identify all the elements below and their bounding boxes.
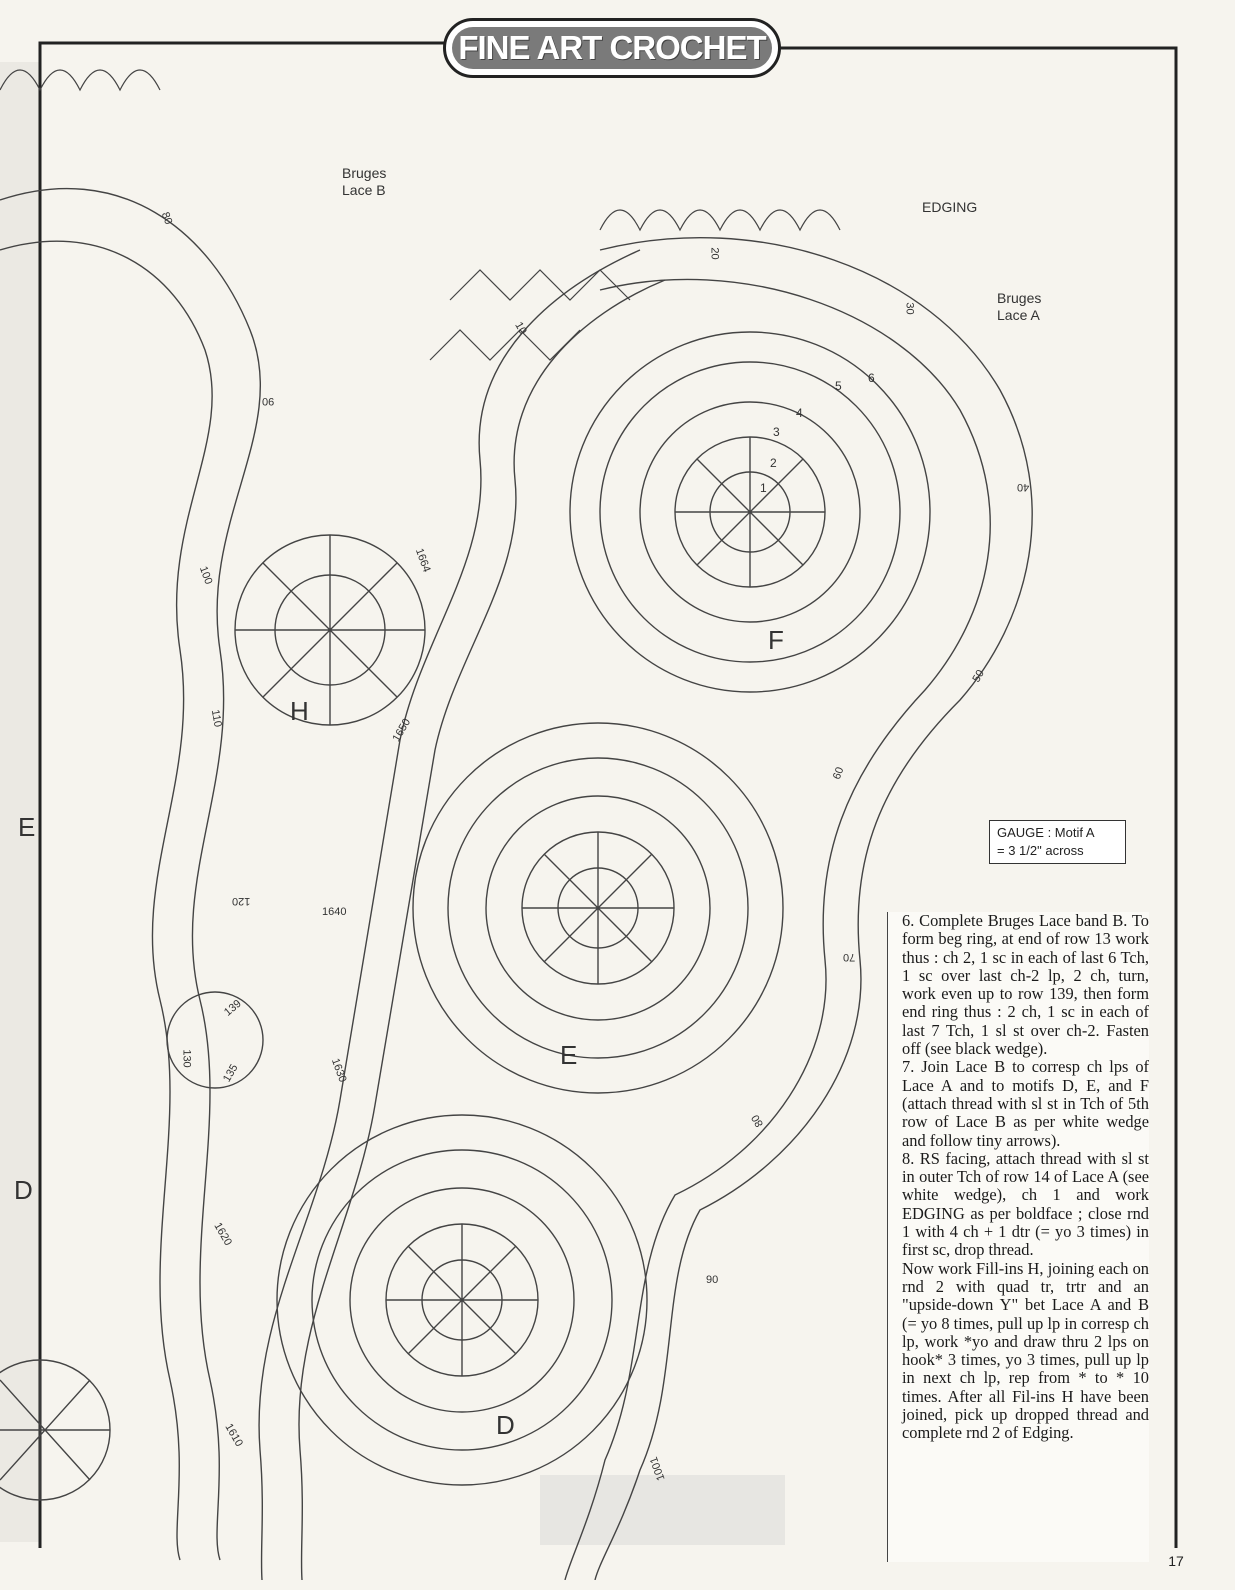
motif-letter-h: H <box>290 696 309 726</box>
instruction-step-7: 7. Join Lace B to corresp ch lps of Lace A and to motifs D, E, and F (attach thread with sl st in Tch of 5th row of Lace B as per white wedge and follow tiny arrows). <box>902 1057 1149 1150</box>
motif-letter-d-left: D <box>14 1175 33 1205</box>
row-number: 50 <box>970 667 987 685</box>
row-number: 80 <box>749 1112 766 1130</box>
row-number: 100 <box>196 564 215 587</box>
row-number: 10 <box>512 319 529 337</box>
row-number: 60 <box>830 765 847 782</box>
label-bruges-lace-a-line2: Lace A <box>997 307 1040 323</box>
round-number: 2 <box>770 456 777 470</box>
motif-d-diagram <box>277 1115 647 1485</box>
label-bruges-lace-a <box>997 290 1041 324</box>
row-number: 80 <box>158 210 175 227</box>
motif-letter-e-left: E <box>18 812 36 842</box>
round-number: 6 <box>868 371 875 385</box>
motif-letter-e: E <box>560 1040 578 1070</box>
row-number: 1610 <box>222 1421 245 1449</box>
label-bruges-lace-b <box>342 165 386 199</box>
round-number: 5 <box>835 379 842 393</box>
row-number: 1640 <box>322 906 347 918</box>
row-number: 110 <box>208 708 224 729</box>
row-number: 135 <box>220 1062 241 1085</box>
row-number: 40 <box>1017 481 1030 493</box>
motif-letter-f: F <box>768 625 784 655</box>
edging-scallops <box>0 70 840 360</box>
row-number: 1630 <box>328 1056 349 1084</box>
row-number: 1650 <box>390 716 414 744</box>
label-edging: EDGING <box>922 199 978 215</box>
row-number: 130 <box>180 1049 193 1068</box>
row-number: 1001 <box>647 1455 668 1483</box>
row-number: 90 <box>706 1274 719 1286</box>
round-number: 3 <box>773 425 780 439</box>
row-number: 120 <box>232 895 251 907</box>
motif-letter-d: D <box>496 1410 515 1440</box>
row-number: 20 <box>708 247 721 260</box>
motif-f-diagram <box>570 332 930 692</box>
row-number: 70 <box>843 951 856 963</box>
motif-e-diagram <box>413 723 783 1093</box>
instruction-fill-ins: Now work Fill-ins H, joining each on rnd 2 with quad tr, trtr and an "upside-down Y" bet Lace A and B (= yo 8 times, pull up lp in corresp ch lp, work *yo and draw thru 2 lps on hook* 3 times, yo 3 times, pull up lp in next ch lp, rep from * to * 10 times. After all Fil-ins H have been joined, pick up dropped thread and complete rnd 2 of Edging. <box>902 1258 1149 1443</box>
label-bruges-lace-b-line1: Bruges <box>342 165 387 181</box>
instruction-step-8: 8. RS facing, attach thread with sl st in outer Tch of row 14 of Lace A (see white wedge), ch 1 and work EDGING as per boldface ; close rnd 1 with 4 ch + 1 dtr (= yo 3 times) in first sc, drop thread. <box>902 1148 1149 1260</box>
row-number: 1664 <box>412 546 433 574</box>
fill-in-h-diagram <box>235 535 425 725</box>
gauge-box <box>989 820 1126 864</box>
instructions-column <box>887 912 1149 1562</box>
fill-in-bottom-left <box>0 1360 110 1500</box>
row-number: 90 <box>262 395 275 407</box>
label-bruges-lace-b-line2: Lace B <box>342 182 386 198</box>
gauge-line-2: = 3 1/2" across <box>997 843 1084 858</box>
label-bruges-lace-a-line1: Bruges <box>997 290 1042 306</box>
gauge-line-1: GAUGE : Motif A <box>997 825 1095 840</box>
round-number: 4 <box>796 406 803 420</box>
page-title: FINE ART CROCHET <box>458 29 766 66</box>
row-number: 1620 <box>211 1220 234 1248</box>
row-number: 30 <box>903 302 916 315</box>
end-ring-diagram <box>167 992 263 1088</box>
row-number: 139 <box>221 997 244 1019</box>
instruction-step-6: 6. Complete Bruges Lace band B. To form beg ring, at end of row 13 work thus : ch 2, 1 sc in each of last 6 Tch, 1 sc over last ch-2 lp, 2 ch, turn, work even up to row 139, then form end ring thus : 2 ch, 1 sc in each of last 7 Tch, 1 sl st over ch-2. Fasten off (see black wedge). <box>902 911 1149 1059</box>
round-number: 1 <box>760 481 767 495</box>
bruges-lace-a-band <box>0 189 260 1560</box>
page-number: 17 <box>1168 1553 1184 1569</box>
